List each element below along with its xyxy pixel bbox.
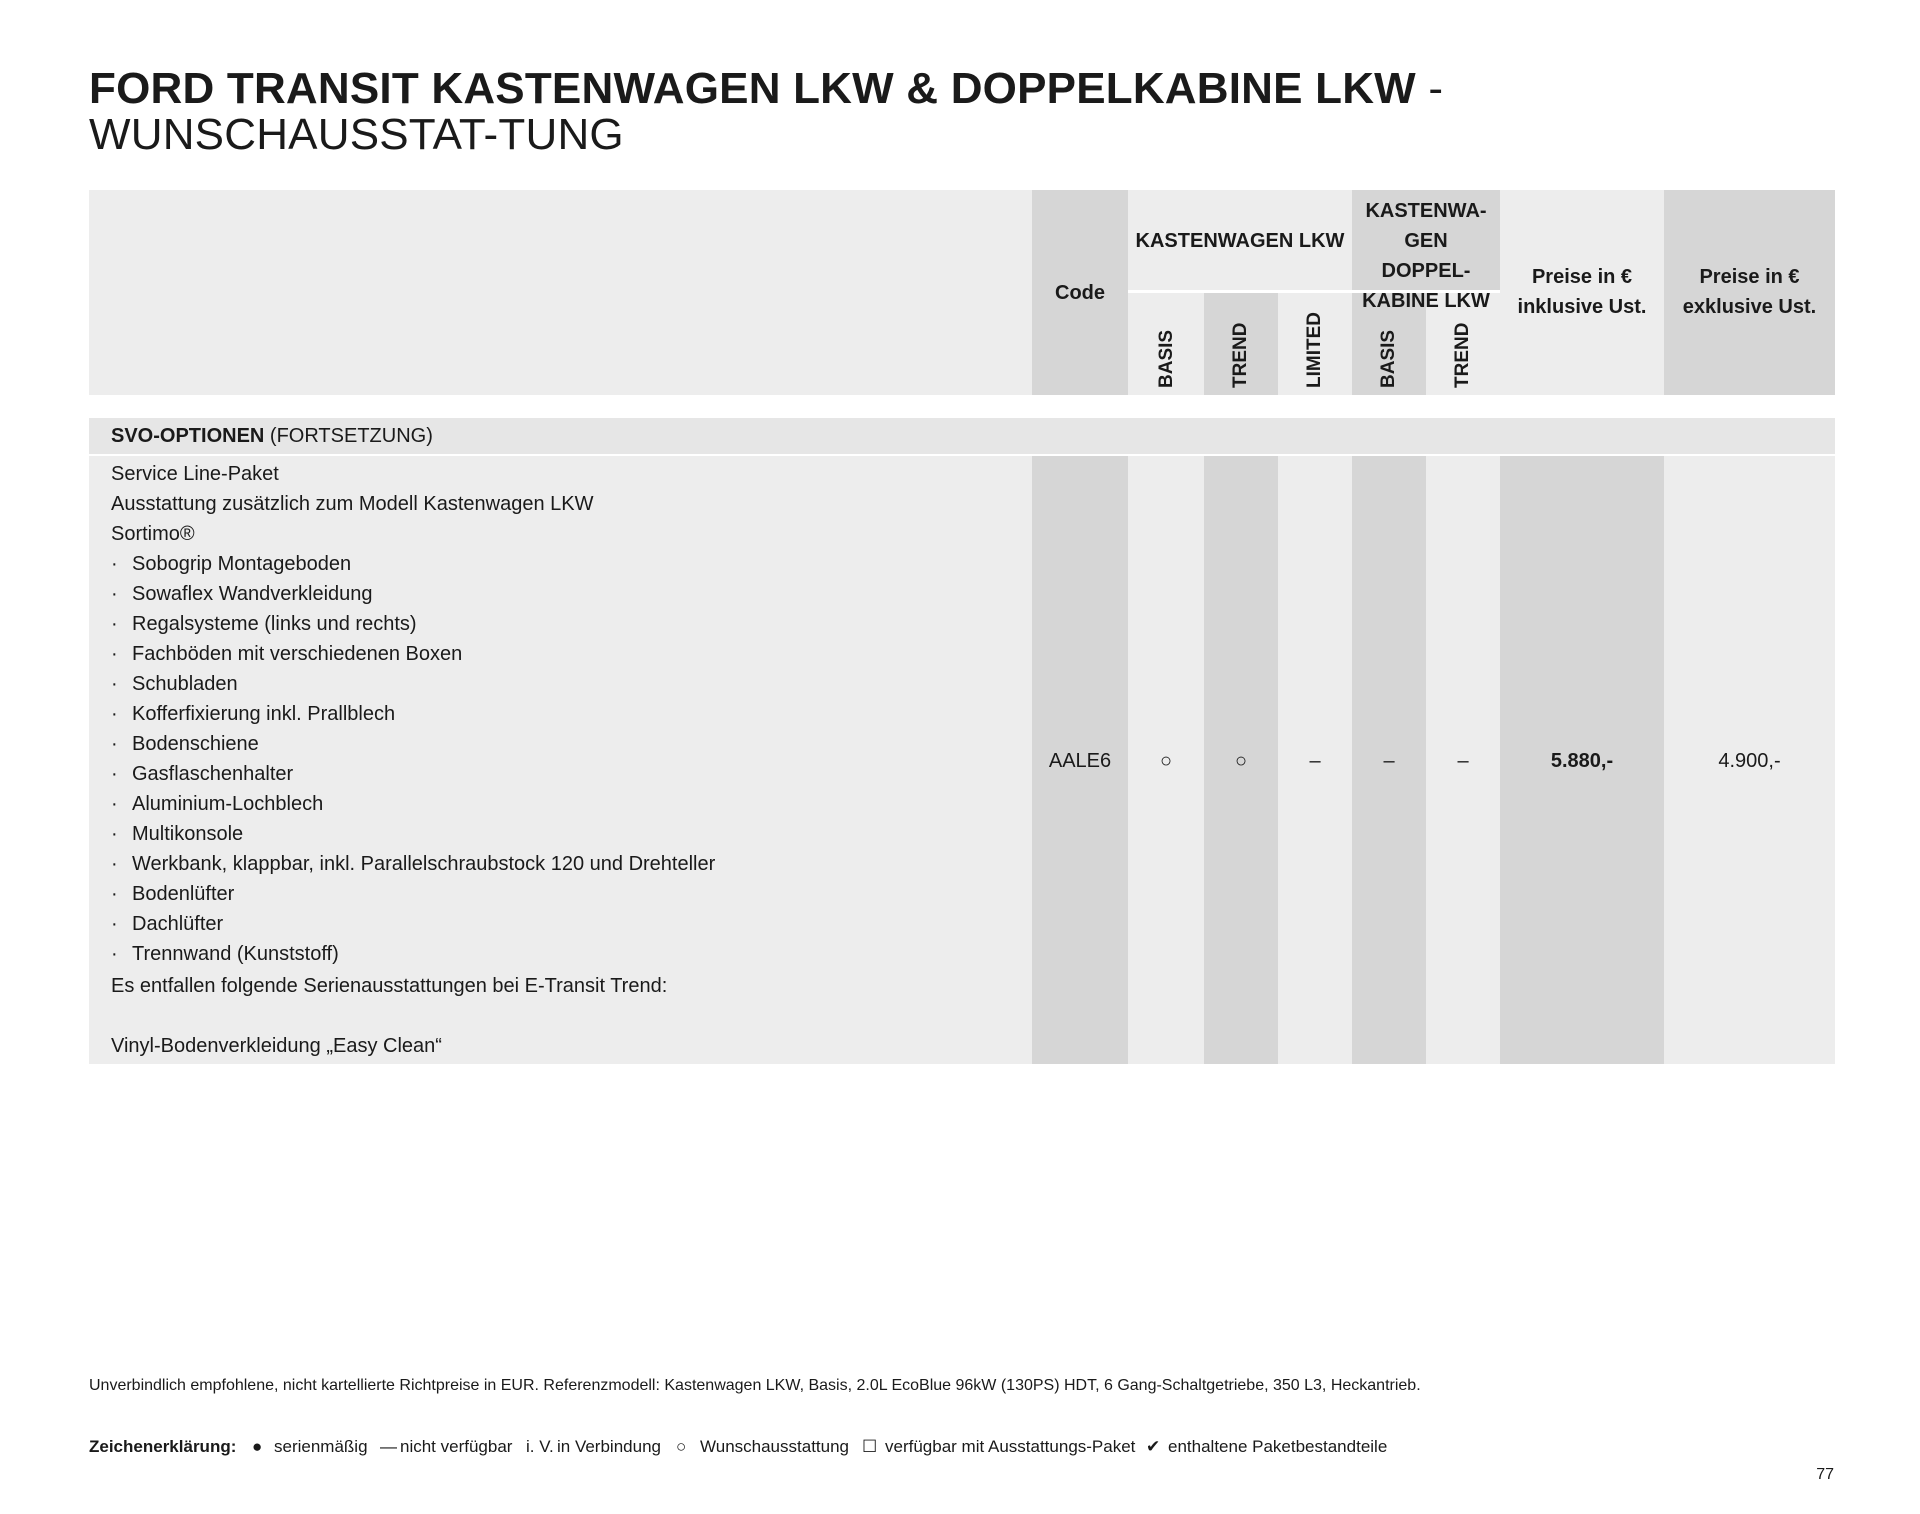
legend-text-standard: serienmäßig (274, 1437, 368, 1456)
bullet-marker: · (111, 763, 118, 785)
bullet-marker: · (111, 643, 118, 665)
bullet-item: Trennwand (Kunststoff) (132, 943, 339, 965)
header-price-incl: Preise in € inklusive Ust. (1517, 266, 1647, 318)
bullet-item: Aluminium-Lochblech (132, 793, 324, 815)
bullet-marker: · (111, 613, 118, 635)
variant-label-trend-dk: TREND (1452, 322, 1473, 388)
desc-line-3: Sortimo® (111, 523, 195, 545)
footnote: Unverbindlich empfohlene, nicht kartellierte Richtpreise in EUR. Referenzmodell: Kastenwagen LKW, Basis, 2.0L EcoBlue 96kW (130PS) HDT, 6 Gang-Schaltgetriebe, 350 L3, Heckantrieb. (89, 1377, 1421, 1394)
bullet-item: Dachlüfter (132, 913, 224, 935)
cell-trend-dk: – (1457, 750, 1469, 772)
title-bold: FORD TRANSIT KASTENWAGEN LKW & DOPPELKABINE LKW (89, 64, 1416, 113)
section-title-bold: SVO-OPTIONEN (111, 425, 265, 447)
bullet-marker: · (111, 673, 118, 695)
header-group-kastenwagen: KASTENWAGEN LKW (1135, 230, 1345, 252)
legend-symbol-iv: i. V. (526, 1437, 554, 1456)
variant-label-basis-dk: BASIS (1378, 329, 1399, 388)
bullet-marker: · (111, 943, 118, 965)
desc-after-2: Vinyl-Bodenverkleidung „Easy Clean“ (111, 1035, 442, 1057)
header-code: Code (1055, 282, 1105, 304)
bullet-marker: · (111, 703, 118, 725)
bullet-marker: · (111, 733, 118, 755)
bullet-item: Fachböden mit verschiedenen Boxen (132, 643, 463, 665)
header-price-excl: Preise in € exklusive Ust. (1682, 266, 1817, 318)
bullet-marker: · (111, 793, 118, 815)
bullet-marker: · (111, 883, 118, 905)
cell-price-incl: 5.880,- (1550, 750, 1614, 772)
cell-trend: ○ (1234, 750, 1248, 772)
variant-label-limited: LIMITED (1304, 312, 1325, 388)
legend-symbol-standard: ● (252, 1437, 263, 1456)
legend-text-package: verfügbar mit Ausstattungs-Paket (885, 1437, 1136, 1456)
bullet-item: Regalsysteme (links und rechts) (132, 613, 417, 635)
bullet-item: Schubladen (132, 673, 238, 695)
cell-code: AALE6 (1048, 750, 1112, 772)
section-row (89, 418, 1835, 454)
desc-line-2: Ausstattung zusätzlich zum Modell Kastenwagen LKW (111, 493, 594, 515)
bullet-marker: · (111, 823, 118, 845)
bullet-item: Werkbank, klappbar, inkl. Parallelschraubstock 120 und Drehteller (132, 853, 716, 875)
variant-label-basis: BASIS (1156, 329, 1177, 388)
bullet-item: Multikonsole (132, 823, 244, 845)
legend-symbol-package: ☐ (862, 1437, 878, 1456)
section-title-normal: (FORTSETZUNG) (264, 425, 433, 447)
bullet-item: Sobogrip Montageboden (132, 553, 352, 575)
title-light: - WUNSCHAUSSTAT-TUNG (89, 64, 1444, 159)
legend-symbol-included: ✔ (1146, 1437, 1161, 1456)
legend-symbol-na: — (380, 1437, 397, 1456)
variant-label-trend: TREND (1230, 322, 1251, 388)
cell-limited: – (1309, 750, 1321, 772)
page-title (89, 66, 1849, 158)
desc-after-1: Es entfallen folgende Serienausstattungen bei E-Transit Trend: (111, 975, 668, 997)
legend-text-na: nicht verfügbar (400, 1437, 513, 1456)
legend-text-iv: in Verbindung (557, 1437, 661, 1456)
section-title (111, 422, 433, 450)
bullet-item: Bodenschiene (132, 733, 259, 755)
legend-text-option: Wunschausstattung (700, 1437, 849, 1456)
header-group-doppelkabine: KASTENWA-GEN DOPPEL-KABINE LKW (1362, 200, 1490, 312)
bullet-item: Sowaflex Wandverkleidung (132, 583, 373, 605)
cell-basis: ○ (1159, 750, 1173, 772)
legend-label: Zeichenerklärung: (89, 1437, 237, 1456)
cell-price-excl: 4.900,- (1718, 750, 1781, 772)
legend-text-included: enthaltene Paketbestandteile (1168, 1437, 1388, 1456)
bullet-marker: · (111, 583, 118, 605)
page-number: 77 (1816, 1466, 1834, 1483)
legend-symbol-option: ○ (676, 1437, 687, 1456)
bullet-marker: · (111, 913, 118, 935)
desc-line-1: Service Line-Paket (111, 463, 279, 485)
cell-basis-dk: – (1383, 750, 1395, 772)
bullet-marker: · (111, 553, 118, 575)
bullet-item: Bodenlüfter (132, 883, 235, 905)
bullet-item: Gasflaschenhalter (132, 763, 294, 785)
bullet-marker: · (111, 853, 118, 875)
bullet-item: Kofferfixierung inkl. Prallblech (132, 703, 396, 725)
